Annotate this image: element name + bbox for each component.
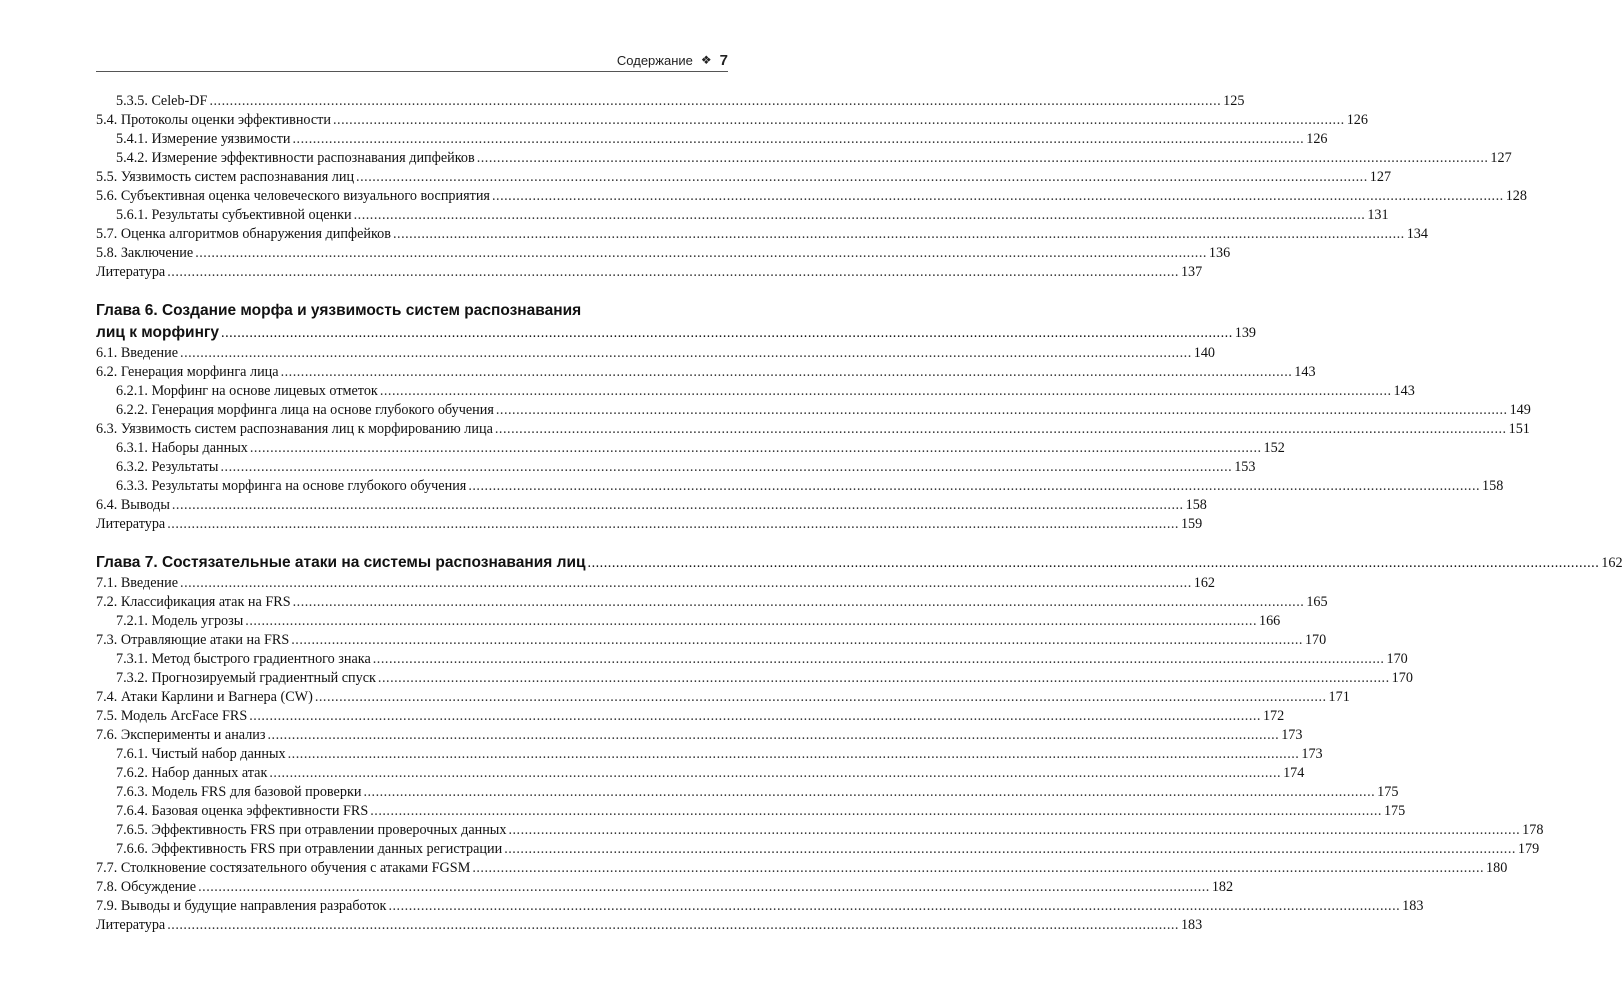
leader-dots bbox=[477, 149, 1489, 168]
toc-entry-title: 7.2. Классификация атак на FRS bbox=[96, 594, 291, 610]
leader-dots bbox=[354, 206, 1366, 225]
toc-entry-page: 153 bbox=[1234, 459, 1256, 475]
toc-entry-title: 6.3. Уязвимость систем распознавания лиц к морфированию лица bbox=[96, 421, 493, 437]
toc-entry-page: 180 bbox=[1486, 860, 1508, 876]
toc-entry-page: 128 bbox=[1505, 188, 1527, 204]
leader-dots bbox=[172, 496, 1184, 515]
toc-entry[interactable] bbox=[96, 631, 1327, 650]
leader-dots bbox=[293, 130, 1305, 149]
leader-dots bbox=[245, 612, 1257, 631]
leader-dots bbox=[504, 840, 1516, 859]
toc-entry-page: 134 bbox=[1406, 226, 1428, 242]
toc-entry-title: 7.3.1. Метод быстрого градиентного знака bbox=[116, 651, 371, 667]
toc-entry[interactable] bbox=[96, 612, 1281, 631]
chapter-6-page: 139 bbox=[1234, 325, 1257, 341]
toc-entry-title: 7.6.2. Набор данных атак bbox=[116, 765, 268, 781]
toc-entry-title: 5.7. Оценка алгоритмов обнаружения дипфейков bbox=[96, 226, 391, 242]
toc-entry[interactable] bbox=[96, 458, 1256, 477]
leader-dots bbox=[221, 322, 1233, 344]
leader-dots bbox=[373, 650, 1385, 669]
chapter-6-title-line1: Глава 6. Создание морфа и уязвимость систем распознавания bbox=[96, 302, 582, 319]
header-page-number: 7 bbox=[719, 51, 728, 69]
toc-entry-title: 5.8. Заключение bbox=[96, 245, 194, 261]
toc-entry-title: 7.6.6. Эффективность FRS при отравлении данных регистрации bbox=[116, 841, 503, 857]
toc-entry[interactable] bbox=[96, 344, 1216, 363]
toc-entry-page: 143 bbox=[1393, 383, 1415, 399]
toc-entry-page: 159 bbox=[1180, 516, 1203, 532]
toc-entry-title: 7.9. Выводы и будущие направления разработок bbox=[96, 898, 387, 914]
toc-entry[interactable] bbox=[96, 130, 1328, 149]
toc-section-chapter7 bbox=[96, 574, 1544, 935]
toc-entry-title: 6.2.2. Генерация морфинга лица на основе глубокого обучения bbox=[116, 402, 494, 418]
leader-dots bbox=[167, 263, 1179, 282]
toc-entry[interactable] bbox=[96, 187, 1527, 206]
toc-entry-title: 7.8. Обсуждение bbox=[96, 879, 197, 895]
running-header bbox=[96, 50, 728, 70]
toc-entry-page: 127 bbox=[1490, 150, 1512, 166]
toc-entry[interactable] bbox=[96, 363, 1316, 382]
toc-entry-title: 5.4.2. Измерение эффективности распознавания дипфейков bbox=[116, 150, 475, 166]
toc-entry[interactable] bbox=[96, 225, 1428, 244]
toc-entry[interactable] bbox=[96, 802, 1406, 821]
toc-entry[interactable] bbox=[96, 574, 1216, 593]
table-of-contents bbox=[96, 92, 1623, 935]
toc-entry-page: 183 bbox=[1402, 898, 1424, 914]
toc-entry-page: 136 bbox=[1208, 245, 1231, 261]
toc-entry[interactable] bbox=[96, 593, 1328, 612]
leader-dots bbox=[269, 764, 1281, 783]
toc-entry[interactable] bbox=[96, 707, 1285, 726]
toc-entry-page: 172 bbox=[1262, 708, 1285, 724]
toc-entry-page: 171 bbox=[1328, 689, 1350, 705]
chapter-6-heading[interactable] bbox=[96, 300, 1257, 344]
toc-section-chapter5-tail bbox=[96, 92, 1527, 282]
toc-entry-title: 7.5. Модель ArcFace FRS bbox=[96, 708, 248, 724]
leader-dots bbox=[198, 878, 1210, 897]
toc-entry[interactable] bbox=[96, 515, 1203, 534]
toc-section-chapter6 bbox=[96, 344, 1531, 534]
toc-entry-title: 7.6.4. Базовая оценка эффективности FRS bbox=[116, 803, 369, 819]
toc-entry[interactable] bbox=[96, 206, 1389, 225]
toc-entry-page: 137 bbox=[1180, 264, 1203, 280]
toc-entry[interactable] bbox=[96, 745, 1323, 764]
toc-entry-page: 158 bbox=[1482, 478, 1504, 494]
toc-entry-page: 175 bbox=[1383, 803, 1406, 819]
toc-entry-page: 179 bbox=[1517, 841, 1540, 857]
leader-dots bbox=[267, 726, 1279, 745]
leader-dots bbox=[380, 382, 1392, 401]
toc-entry-title: 7.7. Столкновение состязательного обучения с атаками FGSM bbox=[96, 860, 471, 876]
toc-entry-page: 158 bbox=[1185, 497, 1207, 513]
toc-entry[interactable] bbox=[96, 897, 1424, 916]
toc-entry-title: 5.6.1. Результаты субъективной оценки bbox=[116, 207, 352, 223]
toc-entry[interactable] bbox=[96, 382, 1415, 401]
toc-entry[interactable] bbox=[96, 477, 1504, 496]
toc-entry[interactable] bbox=[96, 168, 1392, 187]
toc-entry-title: 7.3.2. Прогнозируемый градиентный спуск bbox=[116, 670, 376, 686]
toc-entry-title: Литература bbox=[96, 516, 166, 532]
header-rule bbox=[96, 71, 728, 72]
leader-dots bbox=[508, 821, 1520, 840]
toc-entry-page: 162 bbox=[1193, 575, 1216, 591]
leader-dots bbox=[250, 439, 1262, 458]
toc-entry-title: 6.2. Генерация морфинга лица bbox=[96, 364, 279, 380]
toc-entry[interactable] bbox=[96, 439, 1285, 458]
toc-entry-title: 7.3. Отравляющие атаки на FRS bbox=[96, 632, 290, 648]
leader-dots bbox=[315, 688, 1327, 707]
leader-dots bbox=[393, 225, 1405, 244]
toc-entry-title: Литература bbox=[96, 917, 166, 933]
leader-dots bbox=[388, 897, 1400, 916]
leader-dots bbox=[588, 552, 1600, 574]
toc-entry-page: 170 bbox=[1391, 670, 1413, 686]
toc-entry-title: 6.1. Введение bbox=[96, 345, 179, 361]
toc-entry-title: 7.1. Введение bbox=[96, 575, 179, 591]
toc-entry-page: 183 bbox=[1180, 917, 1203, 933]
toc-entry[interactable] bbox=[96, 688, 1350, 707]
leader-dots bbox=[288, 745, 1300, 764]
toc-entry[interactable] bbox=[96, 263, 1203, 282]
toc-entry-page: 182 bbox=[1211, 879, 1234, 895]
toc-entry-page: 126 bbox=[1306, 131, 1328, 147]
toc-entry[interactable] bbox=[96, 650, 1408, 669]
leader-dots bbox=[249, 707, 1261, 726]
toc-entry-page: 170 bbox=[1304, 632, 1327, 648]
toc-entry-title: 7.6.5. Эффективность FRS при отравлении проверочных данных bbox=[116, 822, 507, 838]
toc-entry[interactable] bbox=[96, 111, 1368, 130]
toc-entry-title: 6.3.1. Наборы данных bbox=[116, 440, 248, 456]
toc-entry-title: 7.4. Атаки Карлини и Вагнера (CW) bbox=[96, 689, 313, 705]
chapter-6-title-line2: лиц к морфингу bbox=[96, 324, 220, 341]
leader-dots bbox=[472, 859, 1484, 878]
toc-entry[interactable] bbox=[96, 783, 1399, 802]
toc-entry[interactable] bbox=[96, 401, 1531, 420]
toc-entry[interactable] bbox=[96, 244, 1231, 263]
toc-entry-page: 174 bbox=[1283, 765, 1305, 781]
toc-entry-page: 126 bbox=[1346, 112, 1368, 128]
leader-dots bbox=[363, 783, 1375, 802]
leader-dots bbox=[378, 669, 1390, 688]
toc-entry-page: 173 bbox=[1301, 746, 1323, 762]
leader-dots bbox=[195, 244, 1207, 263]
leader-dots bbox=[209, 92, 1221, 111]
toc-entry[interactable] bbox=[96, 764, 1305, 783]
toc-entry-page: 131 bbox=[1367, 207, 1389, 223]
toc-entry[interactable] bbox=[96, 669, 1413, 688]
header-section-title: Содержание bbox=[616, 52, 693, 68]
toc-entry[interactable] bbox=[96, 420, 1530, 439]
chapter-7-page: 162 bbox=[1601, 555, 1623, 571]
toc-entry-title: 5.5. Уязвимость систем распознавания лиц bbox=[96, 169, 355, 185]
chapter-7-title: Глава 7. Состязательные атаки на системы распознавания лиц bbox=[96, 554, 586, 571]
toc-entry-title: 5.4. Протоколы оценки эффективности bbox=[96, 112, 331, 128]
leader-dots bbox=[293, 593, 1305, 612]
toc-entry[interactable] bbox=[96, 916, 1203, 935]
toc-entry-page: 166 bbox=[1258, 613, 1281, 629]
toc-entry-title: 6.3.2. Результаты bbox=[116, 459, 219, 475]
leader-dots bbox=[167, 515, 1179, 534]
toc-entry-title: 6.3.3. Результаты морфинга на основе глубокого обучения bbox=[116, 478, 467, 494]
leader-dots bbox=[370, 802, 1382, 821]
toc-entry[interactable] bbox=[96, 149, 1512, 168]
toc-entry-page: 175 bbox=[1377, 784, 1399, 800]
toc-entry-page: 149 bbox=[1509, 402, 1531, 418]
toc-entry-page: 170 bbox=[1386, 651, 1408, 667]
toc-entry-page: 127 bbox=[1369, 169, 1392, 185]
leader-dots bbox=[356, 168, 1368, 187]
toc-entry-title: 7.6.3. Модель FRS для базовой проверки bbox=[116, 784, 362, 800]
leader-dots bbox=[180, 344, 1192, 363]
toc-entry-page: 125 bbox=[1223, 93, 1245, 109]
toc-entry[interactable] bbox=[96, 859, 1508, 878]
toc-entry-title: 6.4. Выводы bbox=[96, 497, 170, 513]
leader-dots bbox=[495, 420, 1507, 439]
header-ornament-icon: ❖ bbox=[700, 53, 712, 67]
toc-entry-title: 7.2.1. Модель угрозы bbox=[116, 613, 244, 629]
toc-entry-title: 5.4.1. Измерение уязвимости bbox=[116, 131, 291, 147]
leader-dots bbox=[281, 363, 1293, 382]
toc-entry[interactable] bbox=[96, 821, 1544, 840]
leader-dots bbox=[492, 187, 1504, 206]
toc-entry-title: 6.2.1. Морфинг на основе лицевых отметок bbox=[116, 383, 378, 399]
toc-entry-title: 5.3.5. Celeb-DF bbox=[116, 93, 208, 109]
toc-entry-title: Литература bbox=[96, 264, 166, 280]
chapter-7-heading[interactable] bbox=[96, 552, 1623, 574]
toc-entry-page: 151 bbox=[1508, 421, 1530, 437]
toc-entry-title: 5.6. Субъективная оценка человеческого визуального восприятия bbox=[96, 188, 490, 204]
toc-entry-page: 178 bbox=[1522, 822, 1544, 838]
leader-dots bbox=[167, 916, 1179, 935]
toc-entry[interactable] bbox=[96, 878, 1234, 897]
toc-entry-page: 140 bbox=[1193, 345, 1216, 361]
leader-dots bbox=[180, 574, 1192, 593]
toc-entry-page: 152 bbox=[1263, 440, 1285, 456]
toc-entry-page: 165 bbox=[1306, 594, 1328, 610]
toc-entry-page: 173 bbox=[1281, 727, 1303, 743]
toc-entry-title: 7.6. Эксперименты и анализ bbox=[96, 727, 266, 743]
leader-dots bbox=[220, 458, 1232, 477]
toc-entry[interactable] bbox=[96, 92, 1245, 111]
toc-entry[interactable] bbox=[96, 840, 1540, 859]
leader-dots bbox=[291, 631, 1303, 650]
toc-entry-page: 143 bbox=[1294, 364, 1316, 380]
leader-dots bbox=[496, 401, 1508, 420]
toc-entry[interactable] bbox=[96, 496, 1207, 515]
toc-entry-title: 7.6.1. Чистый набор данных bbox=[116, 746, 286, 762]
toc-entry[interactable] bbox=[96, 726, 1303, 745]
leader-dots bbox=[333, 111, 1345, 130]
leader-dots bbox=[468, 477, 1480, 496]
